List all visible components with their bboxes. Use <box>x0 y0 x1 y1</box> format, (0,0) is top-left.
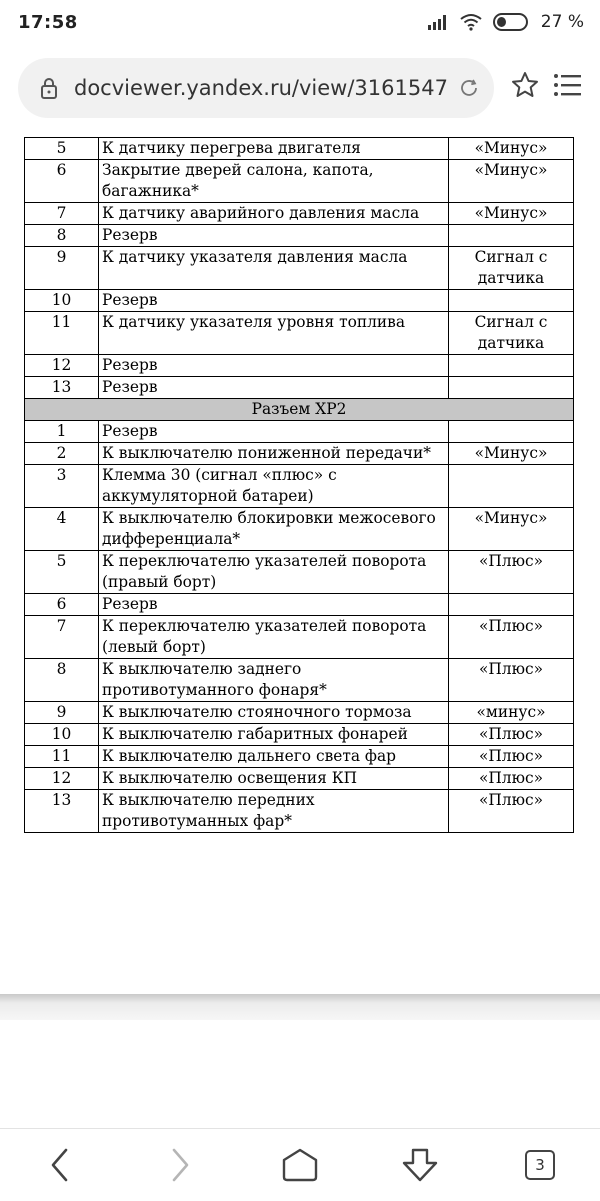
pin-number-cell: 10 <box>25 724 99 746</box>
pin-number-cell: 11 <box>25 746 99 768</box>
description-cell: Резерв <box>99 377 449 399</box>
table-row <box>25 659 574 702</box>
address-bar[interactable] <box>18 58 494 118</box>
signal-cell: «Плюс» <box>449 790 574 833</box>
blank-area <box>0 1020 600 1128</box>
description-cell: К датчику указателя давления масла <box>99 247 449 290</box>
description-cell: Резерв <box>99 355 449 377</box>
home-button[interactable] <box>278 1143 322 1187</box>
tabs-icon <box>525 1150 555 1180</box>
signal-cell: «Минус» <box>449 203 574 225</box>
url-text[interactable]: docviewer.yandex.ru/view/3161547 <box>74 76 448 100</box>
pin-number-cell: 7 <box>25 616 99 659</box>
signal-cell <box>449 290 574 312</box>
pin-number-cell: 7 <box>25 203 99 225</box>
forward-button[interactable] <box>158 1143 202 1187</box>
pin-number-cell: 9 <box>25 702 99 724</box>
table-row <box>25 616 574 659</box>
description-cell: К выключателю блокировки межосевого дифференциала* <box>99 508 449 551</box>
back-button[interactable] <box>38 1143 82 1187</box>
wifi-icon <box>459 13 483 31</box>
signal-cell: «Плюс» <box>449 746 574 768</box>
signal-cell <box>449 225 574 247</box>
table-row <box>25 594 574 616</box>
table-row <box>25 746 574 768</box>
signal-icon <box>427 14 449 30</box>
home-icon <box>280 1147 320 1183</box>
status-time: 17:58 <box>18 11 78 33</box>
table-row <box>25 702 574 724</box>
tab-count: 3 <box>535 1156 545 1174</box>
reload-icon[interactable] <box>458 77 480 99</box>
pin-number-cell: 11 <box>25 312 99 355</box>
menu-icon[interactable] <box>552 71 582 99</box>
pin-number-cell: 5 <box>25 551 99 594</box>
document-viewer[interactable] <box>0 132 600 994</box>
description-cell: К переключателю указателей поворота (правый борт) <box>99 551 449 594</box>
pin-number-cell: 1 <box>25 421 99 443</box>
section-row <box>25 399 574 421</box>
pin-number-cell: 5 <box>25 138 99 160</box>
description-cell: Резерв <box>99 225 449 247</box>
description-cell: К выключателю пониженной передачи* <box>99 443 449 465</box>
description-cell: К выключателю габаритных фонарей <box>99 724 449 746</box>
table-row <box>25 225 574 247</box>
table-row <box>25 377 574 399</box>
back-arrow-icon <box>48 1147 72 1183</box>
signal-cell: «Минус» <box>449 138 574 160</box>
description-cell: Закрытие дверей салона, капота, багажника* <box>99 160 449 203</box>
description-cell: Резерв <box>99 290 449 312</box>
signal-cell: «Минус» <box>449 443 574 465</box>
pin-number-cell: 4 <box>25 508 99 551</box>
table-section-header <box>25 399 574 421</box>
star-icon[interactable] <box>510 70 540 100</box>
signal-cell: «Плюс» <box>449 768 574 790</box>
signal-cell <box>449 377 574 399</box>
table-row <box>25 443 574 465</box>
description-cell: Резерв <box>99 421 449 443</box>
signal-cell: Сигнал с датчика <box>449 247 574 290</box>
tabs-button[interactable] <box>518 1143 562 1187</box>
description-cell: К выключателю стояночного тормоза <box>99 702 449 724</box>
pin-number-cell: 13 <box>25 790 99 833</box>
description-cell: К переключателю указателей поворота (левый борт) <box>99 616 449 659</box>
table-row <box>25 768 574 790</box>
download-icon <box>400 1147 440 1183</box>
status-icons <box>427 12 584 32</box>
description-cell: К выключателю освещения КП <box>99 768 449 790</box>
download-button[interactable] <box>398 1143 442 1187</box>
description-cell: Резерв <box>99 594 449 616</box>
signal-cell: «Плюс» <box>449 659 574 702</box>
description-cell: К датчику указателя уровня топлива <box>99 312 449 355</box>
signal-cell: «Плюс» <box>449 724 574 746</box>
pin-number-cell: 2 <box>25 443 99 465</box>
signal-cell: «Плюс» <box>449 616 574 659</box>
battery-icon <box>493 13 531 31</box>
table-row <box>25 290 574 312</box>
pin-number-cell: 8 <box>25 225 99 247</box>
battery-percent: 27 % <box>540 12 584 32</box>
description-cell: К выключателю заднего противотуманного фонаря* <box>99 659 449 702</box>
pin-number-cell: 8 <box>25 659 99 702</box>
pin-number-cell: 9 <box>25 247 99 290</box>
table-row <box>25 160 574 203</box>
description-cell: К выключателю передних противотуманных фар* <box>99 790 449 833</box>
description-cell: К датчику перегрева двигателя <box>99 138 449 160</box>
table-row <box>25 138 574 160</box>
signal-cell: «Плюс» <box>449 551 574 594</box>
pin-number-cell: 10 <box>25 290 99 312</box>
pin-number-cell: 13 <box>25 377 99 399</box>
description-cell: Клемма 30 (сигнал «плюс» с аккумуляторной батареи) <box>99 465 449 508</box>
description-cell: К выключателю дальнего света фар <box>99 746 449 768</box>
signal-cell <box>449 355 574 377</box>
signal-cell: «Минус» <box>449 508 574 551</box>
signal-cell: Сигнал с датчика <box>449 312 574 355</box>
table-row <box>25 551 574 594</box>
description-cell: К датчику аварийного давления масла <box>99 203 449 225</box>
signal-cell <box>449 465 574 508</box>
pin-number-cell: 12 <box>25 355 99 377</box>
signal-cell: «минус» <box>449 702 574 724</box>
table-row <box>25 203 574 225</box>
toolbar-icons <box>510 70 582 100</box>
table-body-bottom <box>25 421 574 833</box>
pin-number-cell: 6 <box>25 594 99 616</box>
table-row <box>25 724 574 746</box>
pin-number-cell: 3 <box>25 465 99 508</box>
status-bar <box>0 0 600 44</box>
lock-icon <box>40 77 58 99</box>
pin-number-cell: 6 <box>25 160 99 203</box>
pin-number-cell: 12 <box>25 768 99 790</box>
signal-cell <box>449 421 574 443</box>
signal-cell <box>449 594 574 616</box>
forward-arrow-icon <box>168 1147 192 1183</box>
table-row <box>25 355 574 377</box>
bottom-navigation <box>0 1128 600 1201</box>
table-row <box>25 421 574 443</box>
table-row <box>25 790 574 833</box>
table-row <box>25 312 574 355</box>
table-row <box>25 508 574 551</box>
page-edge-shadow <box>0 994 600 1020</box>
table-row <box>25 247 574 290</box>
table-row <box>25 465 574 508</box>
signal-cell: «Минус» <box>449 160 574 203</box>
table-body-top <box>25 138 574 399</box>
section-title: Разъем ХР2 <box>25 399 574 421</box>
connector-table <box>24 137 574 833</box>
